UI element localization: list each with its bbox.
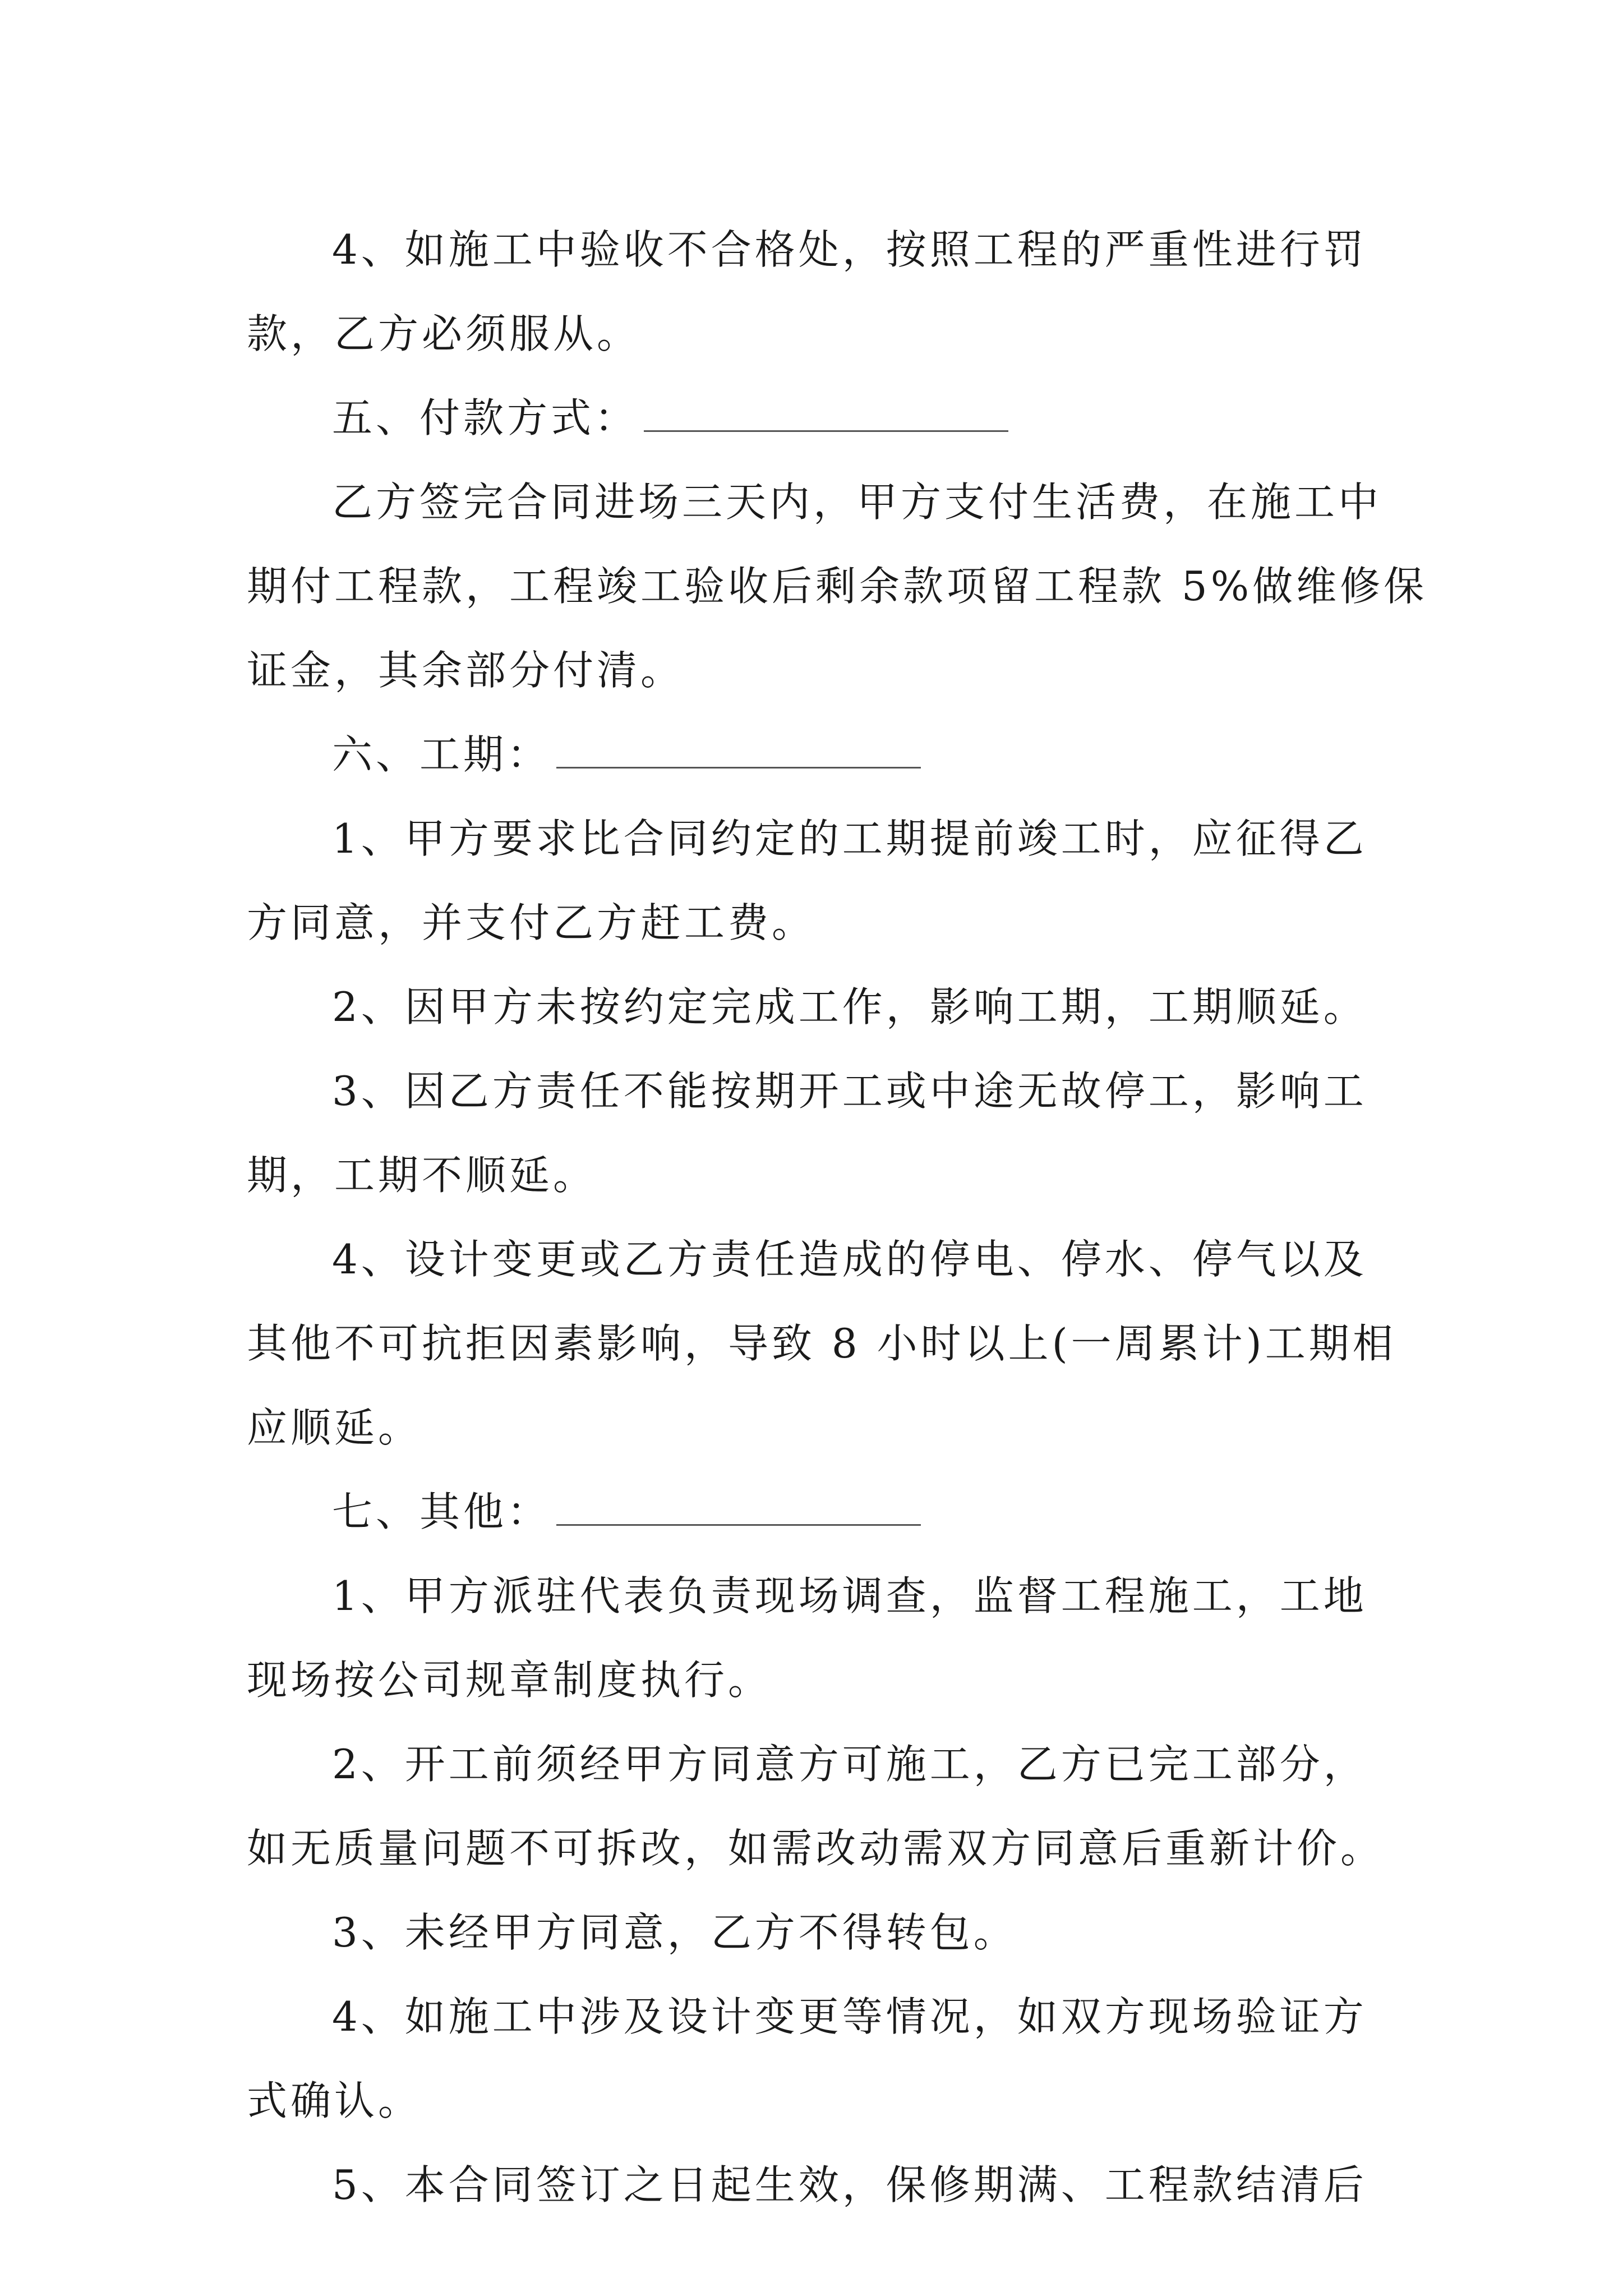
text-line (247, 881, 1391, 965)
line-text: 六、工期： (332, 731, 551, 778)
text-line (247, 1806, 1391, 1890)
text-line (247, 1301, 1396, 1386)
text-line (247, 1554, 1391, 1638)
text-line (247, 208, 1391, 292)
text-line (247, 2143, 1391, 2227)
line-text: 现场按公司规章制度执行。 (247, 1657, 772, 1704)
line-text: 5、本合同签订之日起生效，保修期满、工程款结清后 (332, 2161, 1367, 2208)
line-text: 如无质量问题不可拆改，如需改动需双方同意后重新计价。 (247, 1825, 1385, 1872)
text-line (247, 1386, 1391, 1470)
line-text: 4、如施工中验收不合格处，按照工程的严重性进行罚 (332, 226, 1367, 273)
line-text: 4、设计变更或乙方责任造成的停电、停水、停气以及 (332, 1236, 1367, 1283)
text-line (247, 1133, 1391, 1217)
text-line (247, 292, 1391, 376)
text-line (247, 1049, 1391, 1133)
line-text: 2、因甲方未按约定完成工作，影响工期，工期顺延。 (332, 983, 1367, 1030)
line-text: 3、未经甲方同意，乙方不得转包。 (332, 1909, 1017, 1956)
line-text: 期，工期不顺延。 (247, 1152, 597, 1199)
fill-in-blank[interactable] (556, 735, 921, 769)
text-line (247, 1975, 1391, 2059)
text-line (247, 1890, 1391, 1975)
text-line (247, 797, 1391, 881)
text-line (247, 1722, 1391, 1806)
text-line (247, 1217, 1391, 1301)
section-heading-payment (247, 376, 1391, 460)
line-text: 应顺延。 (247, 1404, 422, 1451)
text-line (247, 544, 1428, 628)
text-line (247, 965, 1391, 1049)
text-line (247, 460, 1391, 544)
section-heading-schedule (247, 712, 1391, 797)
line-text: 七、其他： (332, 1488, 551, 1535)
line-text: 乙方签完合同进场三天内，甲方支付生活费，在施工中 (332, 478, 1382, 526)
document-page (247, 208, 1428, 2227)
line-text: 1、甲方要求比合同约定的工期提前竣工时，应征得乙 (332, 815, 1367, 862)
line-text: 2、开工前须经甲方同意方可施工，乙方已完工部分， (332, 1741, 1367, 1788)
text-line (247, 2059, 1391, 2143)
line-text: 证金，其余部分付清。 (247, 647, 685, 694)
line-text: 方同意，并支付乙方赶工费。 (247, 899, 816, 946)
line-text: 五、付款方式： (332, 394, 639, 441)
section-heading-other (247, 1470, 1391, 1554)
line-text: 4、如施工中涉及设计变更等情况，如双方现场验证方 (332, 1993, 1367, 2040)
text-line (247, 628, 1391, 712)
text-line (247, 1638, 1391, 1722)
line-text: 式确认。 (247, 2077, 422, 2124)
fill-in-blank[interactable] (556, 1493, 921, 1526)
line-text: 期付工程款，工程竣工验收后剩余款项留工程款 5%做维修保 (247, 563, 1428, 610)
line-text: 3、因乙方责任不能按期开工或中途无故停工，影响工 (332, 1068, 1367, 1115)
line-text: 其他不可抗拒因素影响，导致 8 小时以上(一周累计)工期相 (247, 1320, 1396, 1367)
line-text: 款，乙方必须服从。 (247, 310, 641, 357)
fill-in-blank[interactable] (644, 399, 1008, 432)
line-text: 1、甲方派驻代表负责现场调查，监督工程施工，工地 (332, 1572, 1367, 1619)
